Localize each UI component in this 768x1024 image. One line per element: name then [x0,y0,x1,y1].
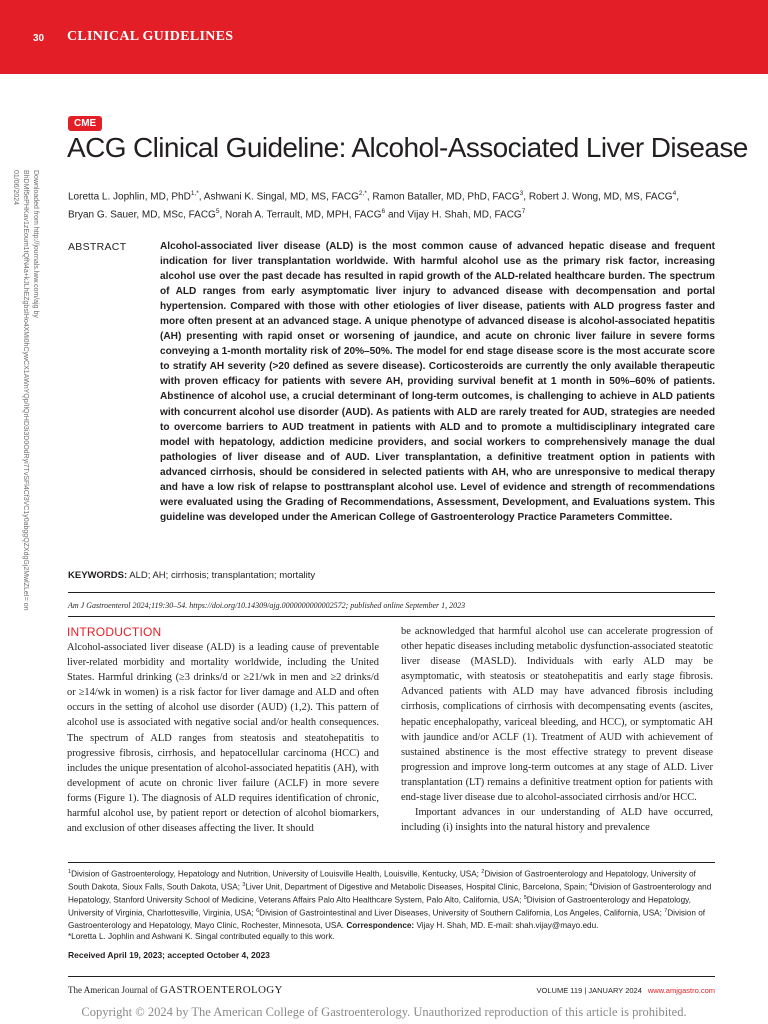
affiliation-marker: 3 [519,190,524,197]
correspondence-text[interactable]: Vijay H. Shah, MD. E-mail: shah.vijay@mayo.edu. [414,920,599,930]
copyright-notice: Copyright © 2024 by The American College of Gastroenterology. Unauthorized reproduction of this article is prohibited. [81,1005,687,1019]
correspondence-label: Correspondence: [346,920,415,930]
body-column-right [401,624,713,835]
affiliations: $^1$Division of Gastroenterology, Hepatology and Nutrition, University of Louisville Health, Louisville, Kentucky, USA; $^2$Division of Gastroenterology and Hepatology, University of South Dakota, Sioux Falls, South Dakota, USA; $^3$Liver Unit, Department of Digestive and Metabolic Diseases, Hospital Clinic, Barcelona, Spain; $^4$Division of Gastroenterology and Hepatology, Stanford University School of Medicine, Veterans Affairs Palo Alto Healthcare System, Palo Alto, California, USA; $^5$Division of Gastroenterology and Hepatology, University of Virginia, Charlottesville, Virginia, USA; $^6$Division of Gastrointestinal and Liver Diseases, University of Southern California, Los Angeles, California, USA; $^7$Division of Gastroenterology and Hepatology, Mayo Clinic, Rochester, Minnesota, USA. Correspondence: Vijay H. Shah, MD. E-mail: shah.vijay@mayo.edu. *Loretta L. Jophlin and Ashwani K. Singal contributed equally to this work. [68,869,712,941]
citation-line[interactable]: Am J Gastroenterol 2024;119:30–54. https://doi.org/10.14309/ajg.0000000000002572; published online September 1, 2023 [68,601,466,610]
section-title: CLINICAL GUIDELINES [67,29,234,44]
abstract-text: Alcohol-associated liver disease (ALD) is the most common cause of advanced hepatic disease and frequent indication for liver transplantation worldwide. With harmful alcohol use as the primary risk factor, increasing alcohol use over the past decade has resulted in rapid growth of the ALD-related healthcare burden. The spectrum of ALD ranges from early asymptomatic liver injury to advanced disease with decompensation and portal hypertension. Compared with those with other etiologies of liver disease, patients with ALD progress faster and more often present at an advanced stage. A unique phenotype of advanced disease is alcohol-associated hepatitis (AH) presenting with rapid onset or worsening of jaundice, and acute on chronic liver failure in severe forms conveying a 1-month mortality risk of 20%–50%. The model for end stage disease score is the most accurate score to stratify AH severity (>20 defined as severe disease). Corticosteroids are currently the only available therapeutic with proven efficacy for patients with severe AH, providing survival benefit at 1 month in 50%–60% of patients. Abstinence of alcohol use, a crucial determinant of long-term outcomes, is challenging to achieve in ALD patients with concurrent alcohol use disorder (AUD). As patients with ALD are rarely treated for AUD, strategies are needed to overcome barriers to AUD treatment in patients with ALD and to promote a multidisciplinary integrated care model with hepatology, addiction medicine providers, and social workers to comprehensively manage the dual pathologies of liver disease and of AUD. Liver transplantation, a definitive treatment option in patients with advanced cirrhosis, should be considered in selected patients with AH, who are unresponsive to medical therapy and have a low risk of relapse to posttransplant alcohol use. Level of evidence and strength of recommendations were evaluated using the Grading of Recommendations, Assessment, Development, and Evaluations system. This guideline was developed under the American College of Gastroenterology Practice Parameters Committee. [160,241,715,523]
divider [68,592,715,593]
affiliation-marker: 1, [190,190,197,197]
issue-info [537,986,715,995]
keywords-label: KEYWORDS: [68,570,128,581]
page-number: 30 [33,33,45,44]
keywords [68,570,668,581]
section-heading-introduction: INTRODUCTION [67,625,162,639]
affiliation-marker: 5 [215,208,220,216]
affiliation-marker: 7 [521,208,526,216]
download-notice: Downloaded from http://journals.lww.com/ajg by BhDMf5ePHKav1zEoum1tQfN4a+kJLhEZgbsIHo4XMi0hCywCX1AWnYQp/IlQrHD3i3D0OdRyi7TvSFl4Cf3VC1y0abggQZXdgGj2MwlZLeI= on 01/06/2024 [12,170,39,611]
journal-name: The American Journal of GASTROENTEROLOGY [68,984,283,996]
author-name: , Robert J. Wong, MD, MS, FACG [523,191,673,203]
author-name: and Vijay H. Shah, MD, FACG [385,209,522,221]
author-name: , Ramon Bataller, MD, PhD, FACG [366,191,520,203]
body-paragraph: be acknowledged that harmful alcohol use can accelerate progression of other hepatic diseases including metabolic dysfunction-associated steatotic liver disease (MASLD). Individuals with early ALD may be asymptomatic, with steatosis or steatohepatitis and early stage fibrosis. Advanced patients with ALD may have advanced fibrosis including cirrhosis, complications of cirrhosis with decompensating events (ascites, hepatic encephalopathy, variceal bleeding, and HCC), or symptomatic AH with jaundice and/or ACLF (1). Treatment of AUD with achievement of sustained abstinence is the most effective strategy to prevent disease progression and improve long-term outcomes at any stage of ALD. Liver transplantation (LT) remains a definitive treatment option for patients with end-stage liver disease due to alcohol-associated cirrhosis and/or HCC. [401,626,713,804]
cme-badge: CME [68,116,102,131]
author-name: , Ashwani K. Singal, MD, MS, FACG [198,191,359,203]
divider [68,862,715,863]
volume-issue: VOLUME 119 | JANUARY 2024 [536,986,642,995]
received-dates: Received April 19, 2023; accepted October 4, 2023 [68,950,270,960]
body-paragraph: Alcohol-associated liver disease (ALD) is a leading cause of preventable liver-related morbidity and mortality worldwide, including the United States. Harmful drinking (≥3 drinks/d or ≥21/wk in men and ≥2 drinks/d or ≥14/wk in women) is a risk factor for liver damage and ALD and often occurs in the setting of alcohol use disorder (AUD) (1,2). This pattern of alcohol use is associated with negative social and/or health consequences. The spectrum of ALD ranges from steatosis and steatohepatitis to progressive fibrosis, cirrhosis, and hepatocellular carcinoma (HCC) and includes the unique presentation of alcohol-associated hepatitis (AH), with development of acute on chronic liver failure (ACLF) in more severe forms (Figure 1). The diagnosis of ALD requires identification of chronic, harmful alcohol use, by patient report or detection of alcohol biomarkers, and exclusion of other diseases affecting the liver. It should [67,642,379,835]
affiliation-marker: 2, [358,190,365,197]
journal-website-link[interactable]: www.amjgastro.com [647,986,715,995]
body-paragraph: Important advances in our understanding of ALD have occurred, including (i) insights into the natural history and prevalence [401,807,713,834]
keywords-text: ALD; AH; cirrhosis; transplantation; mortality [127,570,316,581]
article-title: ACG Clinical Guideline: Alcohol-Associated Liver Disease [67,132,748,163]
author-name: , Norah A. Terrault, MD, MPH, FACG [219,209,382,221]
divider [68,976,715,977]
header-bar [0,0,768,74]
author-name: Loretta L. Jophlin, MD, PhD [68,191,191,203]
affiliation-marker: 6 [381,208,386,216]
divider [68,616,715,617]
equal-contribution-note: *Loretta L. Jophlin and Ashwani K. Singal contributed equally to this work. [68,931,335,941]
abstract-label: ABSTRACT [68,241,127,253]
affiliation-marker: 4 [672,190,677,197]
author-name: Bryan G. Sauer, MD, MSc, FACG [68,209,216,221]
body-column-left [67,624,379,836]
author-list: Loretta L. Jophlin, MD, PhD$^{1,*}$, Ashwani K. Singal, MD, MS, $FACG^{2,*}$, Ramon Bataller, MD, PhD, FACG$^3$, Robert J. Wong, MD, MS, FACG$^4$, Bryan G. Sauer, MD, MSc, FACG$^5$, Norah A. Terrault, MD, MPH, FACG$^6$ and Vijay H. Shah, MD, FACG$^7$ [68,190,679,221]
